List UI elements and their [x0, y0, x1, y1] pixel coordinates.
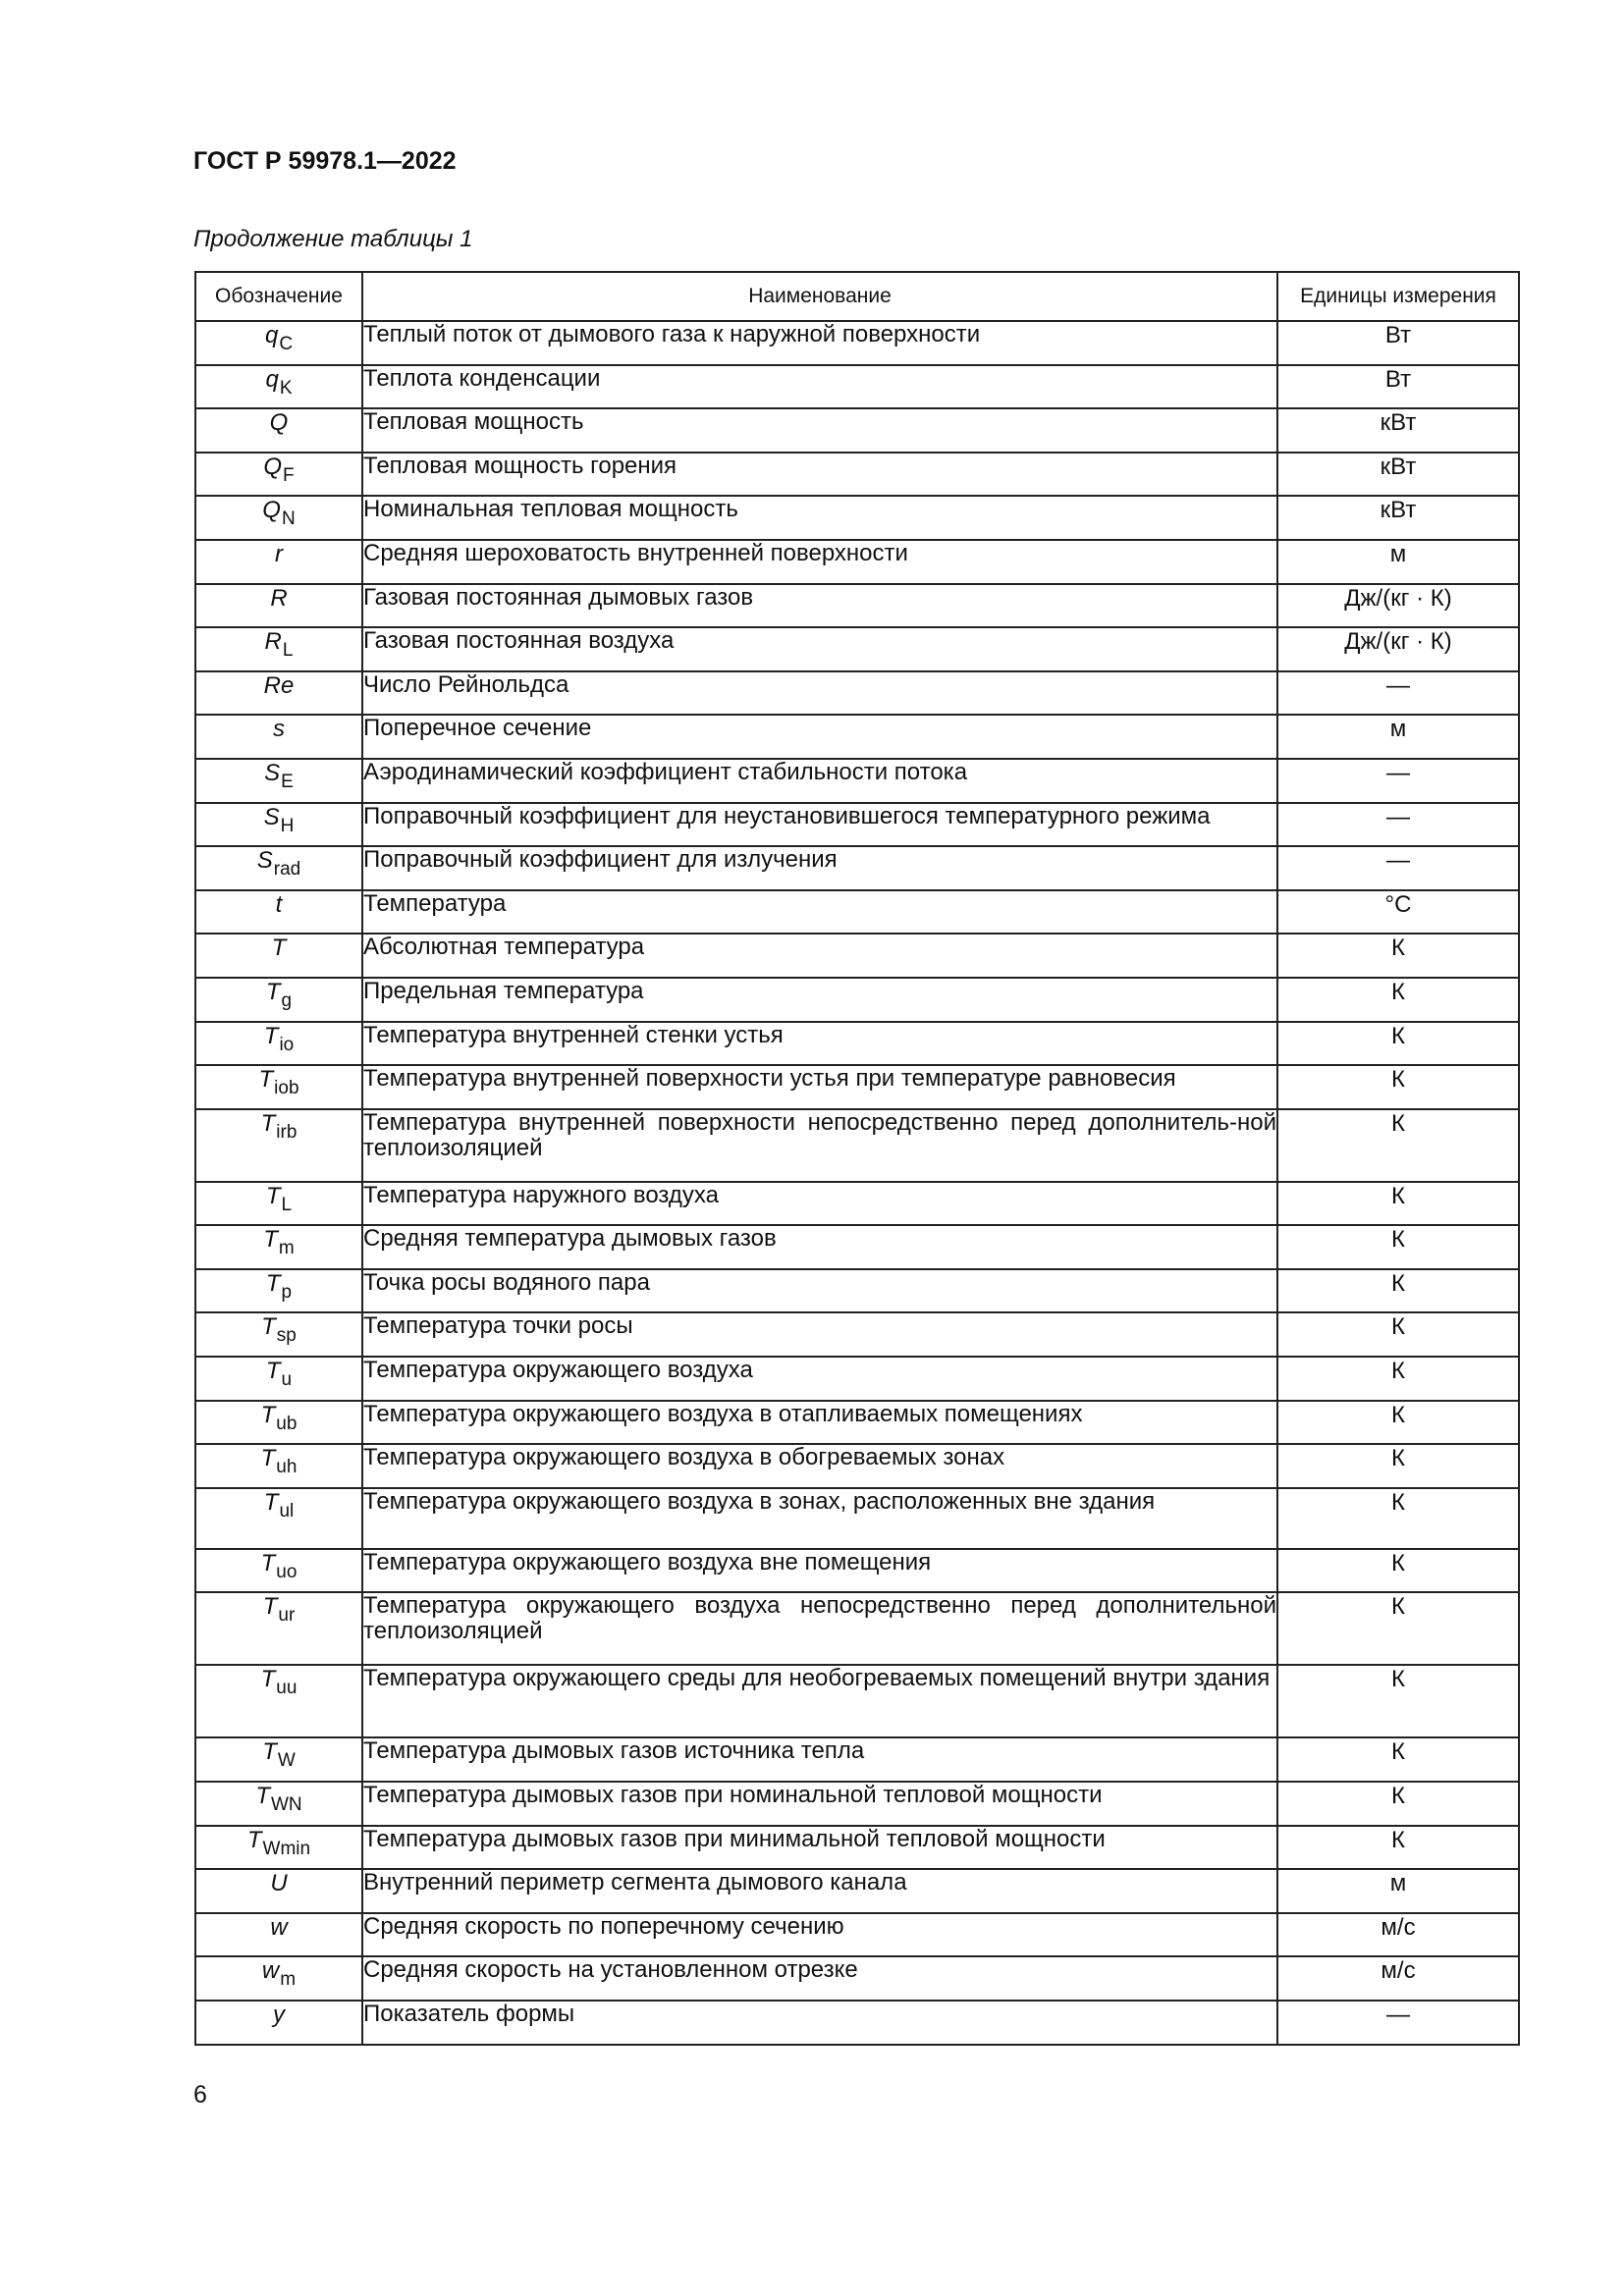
symbol-subscript: m	[278, 1238, 295, 1259]
unit-cell: Вт	[1277, 365, 1519, 409]
table-row	[195, 453, 1519, 497]
symbol-subscript: u	[281, 1369, 293, 1391]
table-row	[195, 1956, 1519, 2001]
symbol-main: T	[260, 1401, 276, 1428]
symbol-cell	[195, 1401, 362, 1445]
symbol-subscript: ur	[278, 1605, 296, 1627]
symbol-cell	[195, 715, 362, 759]
name-cell: Тепловая мощность горения	[362, 453, 1277, 497]
name-cell: Температура дымовых газов источника тепла	[362, 1737, 1277, 1782]
unit-cell: К	[1277, 1737, 1519, 1782]
symbol-cell	[195, 1109, 362, 1182]
symbol-main: T	[260, 1445, 276, 1472]
symbol-subscript: L	[282, 640, 294, 662]
symbol-subscript: W	[277, 1750, 296, 1772]
symbol-cell	[195, 934, 362, 978]
symbol-cell	[195, 759, 362, 803]
column-header-symbol: Обозначение	[195, 272, 362, 321]
table-row	[195, 1444, 1519, 1488]
symbol-main: T	[246, 1826, 262, 1853]
unit-cell: м	[1277, 1869, 1519, 1913]
symbol-subscript: ul	[279, 1500, 295, 1522]
symbol-subscript: sp	[276, 1325, 297, 1347]
table-row	[195, 1225, 1519, 1269]
symbol-subscript: E	[281, 771, 294, 792]
name-cell: Средняя скорость по поперечному сечению	[362, 1913, 1277, 1957]
symbol-subscript: io	[279, 1034, 295, 1055]
symbol-main: q	[264, 322, 279, 348]
symbol-subscript: rad	[273, 859, 301, 881]
symbol-cell	[195, 803, 362, 847]
symbol-cell	[195, 1312, 362, 1357]
name-cell: Газовая постоянная дымовых газов	[362, 584, 1277, 628]
symbol-main: S	[256, 847, 273, 875]
symbol-cell	[195, 1225, 362, 1269]
symbol-cell	[195, 978, 362, 1022]
name-cell: Теплота конденсации	[362, 365, 1277, 409]
symbol-main: y	[273, 2002, 285, 2028]
table-row	[195, 584, 1519, 628]
symbol-cell	[195, 1444, 362, 1488]
symbol-main: w	[261, 1957, 280, 1985]
table-row	[195, 1592, 1519, 1665]
symbol-cell	[195, 540, 362, 584]
symbol-subscript: g	[281, 989, 293, 1011]
name-cell: Температура окружающего воздуха в обогреваемых зонах	[362, 1444, 1277, 1488]
table-continuation-caption: Продолжение таблицы 1	[193, 226, 473, 252]
symbol-cell	[195, 890, 362, 934]
document-header: ГОСТ Р 59978.1—2022	[193, 147, 457, 175]
symbol-main: q	[265, 365, 279, 393]
symbol-subscript: WN	[271, 1794, 302, 1816]
table-row	[195, 1782, 1519, 1826]
table-body	[195, 321, 1519, 2045]
name-cell: Температура	[362, 890, 1277, 934]
symbol-main: T	[271, 934, 287, 962]
unit-cell: К	[1277, 1549, 1519, 1593]
unit-cell: К	[1277, 1182, 1519, 1226]
table-row	[195, 846, 1519, 890]
name-cell: Номинальная тепловая мощность	[362, 496, 1277, 540]
unit-cell: К	[1277, 1826, 1519, 1870]
symbol-cell	[195, 453, 362, 497]
unit-cell: К	[1277, 978, 1519, 1022]
symbol-subscript: uh	[276, 1457, 298, 1478]
unit-cell: К	[1277, 1269, 1519, 1313]
unit-cell: м/с	[1277, 1913, 1519, 1957]
symbol-main: T	[265, 1269, 281, 1297]
symbol-main: T	[263, 1226, 278, 1254]
symbol-cell	[195, 321, 362, 365]
table-row	[195, 1549, 1519, 1593]
symbol-cell	[195, 1782, 362, 1826]
symbol-subscript: H	[280, 815, 295, 836]
name-cell: Точка росы водяного пара	[362, 1269, 1277, 1313]
name-cell: Показатель формы	[362, 2001, 1277, 2045]
symbol-subscript: m	[280, 1969, 297, 1991]
name-cell: Аэродинамический коэффициент стабильности потока	[362, 759, 1277, 803]
unit-cell: Вт	[1277, 321, 1519, 365]
symbol-subscript: uo	[276, 1561, 298, 1582]
table-row	[195, 1826, 1519, 1870]
table-row	[195, 365, 1519, 409]
unit-cell: Дж/(кг · К)	[1277, 584, 1519, 628]
unit-cell: К	[1277, 1022, 1519, 1066]
table-row	[195, 1401, 1519, 1445]
symbol-main: T	[255, 1783, 270, 1810]
symbol-main: Q	[269, 409, 289, 437]
symbol-cell	[195, 1182, 362, 1226]
name-cell: Температура дымовых газов при номинальной тепловой мощности	[362, 1782, 1277, 1826]
symbol-main: T	[262, 1738, 277, 1766]
symbol-cell	[195, 1956, 362, 2001]
unit-cell: К	[1277, 1444, 1519, 1488]
unit-cell: К	[1277, 1401, 1519, 1445]
unit-cell: К	[1277, 1225, 1519, 1269]
unit-cell: К	[1277, 1592, 1519, 1665]
name-cell: Температура окружающего воздуха вне помещения	[362, 1549, 1277, 1593]
symbol-main: S	[263, 803, 280, 830]
symbol-subscript: ub	[276, 1413, 298, 1434]
table-row	[195, 934, 1519, 978]
table-row	[195, 715, 1519, 759]
symbol-main: T	[260, 1549, 276, 1576]
table-row	[195, 1269, 1519, 1313]
symbol-subscript: K	[279, 377, 293, 399]
name-cell: Температура внутренней стенки устья	[362, 1022, 1277, 1066]
unit-cell: К	[1277, 1357, 1519, 1401]
unit-cell: —	[1277, 671, 1519, 716]
symbol-main: w	[270, 1913, 288, 1941]
symbol-cell	[195, 408, 362, 453]
name-cell: Температура окружающего среды для необогреваемых помещений внутри здания	[362, 1665, 1277, 1737]
symbol-cell	[195, 1549, 362, 1593]
symbol-main: T	[258, 1066, 274, 1094]
name-cell: Поправочный коэффициент для излучения	[362, 846, 1277, 890]
symbol-subscript: uu	[276, 1678, 298, 1699]
unit-cell: К	[1277, 1312, 1519, 1357]
name-cell: Средняя температура дымовых газов	[362, 1225, 1277, 1269]
name-cell: Температура окружающего воздуха в зонах, расположенных вне здания	[362, 1488, 1277, 1549]
name-cell: Температура точки росы	[362, 1312, 1277, 1357]
name-cell: Абсолютная температура	[362, 934, 1277, 978]
symbol-cell	[195, 1488, 362, 1549]
symbol-subscript: irb	[276, 1121, 298, 1143]
table-row	[195, 1913, 1519, 1957]
name-cell: Температура внутренней поверхности устья при температуре равновесия	[362, 1065, 1277, 1109]
unit-cell: —	[1277, 759, 1519, 803]
symbols-table	[194, 271, 1520, 2046]
name-cell: Средняя шероховатость внутренней поверхности	[362, 540, 1277, 584]
table-row	[195, 1065, 1519, 1109]
unit-cell: —	[1277, 846, 1519, 890]
symbol-subscript: Wmin	[262, 1838, 311, 1859]
symbol-main: T	[260, 1109, 276, 1137]
table-row	[195, 627, 1519, 671]
symbol-main: T	[260, 1666, 276, 1693]
symbol-cell	[195, 1269, 362, 1313]
page-number: 6	[193, 2081, 207, 2109]
symbol-subscript: N	[281, 508, 296, 530]
symbol-cell	[195, 496, 362, 540]
name-cell: Температура окружающего воздуха	[362, 1357, 1277, 1401]
unit-cell: К	[1277, 1065, 1519, 1109]
table-row	[195, 1357, 1519, 1401]
table-row	[195, 759, 1519, 803]
table-row	[195, 1869, 1519, 1913]
unit-cell: —	[1277, 2001, 1519, 2045]
symbol-main: Re	[263, 671, 295, 699]
unit-cell: К	[1277, 1665, 1519, 1737]
table-row	[195, 1182, 1519, 1226]
symbol-main: U	[270, 1870, 288, 1897]
symbol-cell	[195, 1357, 362, 1401]
symbol-main: R	[264, 628, 282, 656]
column-header-unit: Единицы измерения	[1277, 272, 1519, 321]
symbol-main: T	[263, 1488, 279, 1516]
name-cell: Температура окружающего воздуха непосредственно перед дополнительной теплоизоляцией	[362, 1592, 1277, 1665]
symbol-subscript: C	[279, 334, 294, 354]
name-cell: Температура дымовых газов при минимальной тепловой мощности	[362, 1826, 1277, 1870]
symbol-main: S	[264, 759, 281, 786]
symbol-main: T	[265, 1358, 281, 1385]
name-cell: Тепловая мощность	[362, 408, 1277, 453]
name-cell: Поперечное сечение	[362, 715, 1277, 759]
unit-cell: м/с	[1277, 1956, 1519, 2001]
unit-cell: кВт	[1277, 453, 1519, 497]
table-row	[195, 1665, 1519, 1737]
table-row	[195, 496, 1519, 540]
symbol-subscript: F	[283, 464, 295, 486]
symbol-cell	[195, 1826, 362, 1870]
table-row	[195, 408, 1519, 453]
name-cell: Теплый поток от дымового газа к наружной поверхности	[362, 321, 1277, 365]
table-row	[195, 1312, 1519, 1357]
name-cell: Поправочный коэффициент для неустановившегося температурного режима	[362, 803, 1277, 847]
symbol-cell	[195, 627, 362, 671]
table-row	[195, 1737, 1519, 1782]
symbol-main: T	[263, 1022, 279, 1049]
table-row	[195, 671, 1519, 716]
table-row	[195, 890, 1519, 934]
table-row	[195, 1488, 1519, 1549]
symbol-main: s	[273, 716, 285, 743]
unit-cell: °С	[1277, 890, 1519, 934]
symbol-cell	[195, 1665, 362, 1737]
symbol-cell	[195, 365, 362, 409]
symbol-main: r	[275, 540, 283, 567]
name-cell: Внутренний периметр сегмента дымового канала	[362, 1869, 1277, 1913]
table-row	[195, 978, 1519, 1022]
table-row	[195, 540, 1519, 584]
symbol-main: T	[261, 1313, 276, 1341]
unit-cell: м	[1277, 540, 1519, 584]
symbol-main: T	[265, 1182, 281, 1209]
symbol-cell	[195, 1592, 362, 1665]
symbol-main: t	[275, 890, 283, 918]
column-header-name: Наименование	[362, 272, 1277, 321]
symbol-cell	[195, 671, 362, 716]
unit-cell: Дж/(кг · К)	[1277, 627, 1519, 671]
symbol-subscript: L	[281, 1194, 293, 1215]
name-cell: Температура наружного воздуха	[362, 1182, 1277, 1226]
symbol-subscript: iob	[274, 1078, 299, 1099]
table-row	[195, 803, 1519, 847]
unit-cell: м	[1277, 715, 1519, 759]
name-cell: Газовая постоянная воздуха	[362, 627, 1277, 671]
table-row	[195, 321, 1519, 365]
symbol-main: Q	[263, 453, 283, 480]
symbol-main: R	[270, 584, 288, 612]
table-row	[195, 2001, 1519, 2045]
symbol-main: Q	[262, 497, 281, 524]
table-row	[195, 1022, 1519, 1066]
unit-cell: К	[1277, 1109, 1519, 1182]
symbol-cell	[195, 1065, 362, 1109]
symbol-cell	[195, 1913, 362, 1957]
unit-cell: кВт	[1277, 408, 1519, 453]
symbol-cell	[195, 1022, 362, 1066]
symbol-cell	[195, 846, 362, 890]
symbol-cell	[195, 2001, 362, 2045]
unit-cell: К	[1277, 934, 1519, 978]
unit-cell: К	[1277, 1488, 1519, 1549]
symbol-cell	[195, 1869, 362, 1913]
unit-cell: К	[1277, 1782, 1519, 1826]
symbol-subscript: p	[281, 1281, 293, 1303]
symbol-cell	[195, 584, 362, 628]
symbol-main: T	[265, 978, 281, 1005]
name-cell: Предельная температура	[362, 978, 1277, 1022]
name-cell: Число Рейнольдса	[362, 671, 1277, 716]
name-cell: Температура окружающего воздуха в отапливаемых помещениях	[362, 1401, 1277, 1445]
symbol-main: T	[262, 1593, 278, 1621]
unit-cell: кВт	[1277, 496, 1519, 540]
name-cell: Температура внутренней поверхности непосредственно перед дополнитель-ной теплоизоляцией	[362, 1109, 1277, 1182]
table-row	[195, 1109, 1519, 1182]
name-cell: Средняя скорость на установленном отрезке	[362, 1956, 1277, 2001]
unit-cell: —	[1277, 803, 1519, 847]
symbol-cell	[195, 1737, 362, 1782]
